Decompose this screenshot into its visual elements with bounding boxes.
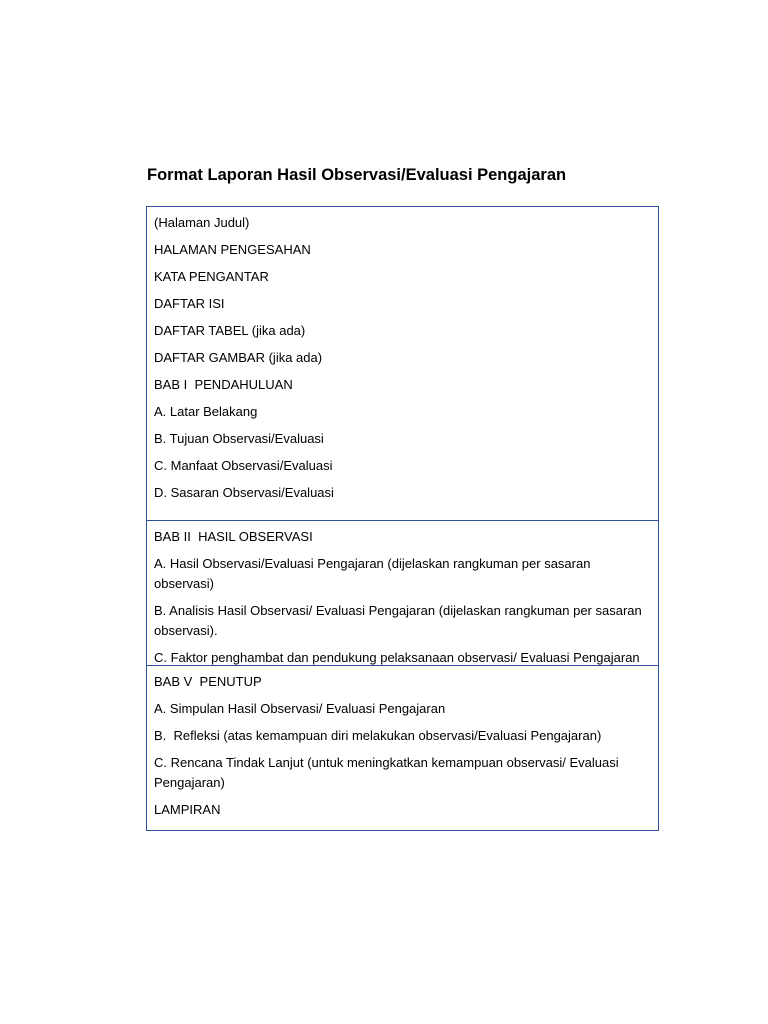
outline-item-background: A. Latar Belakang <box>154 404 258 419</box>
outline-item-list-of-figures: DAFTAR GAMBAR (jika ada) <box>154 350 323 365</box>
outline-item-analysis: B. Analisis Hasil Observasi/ Evaluasi Pengajaran (dijelaskan rangkuman per sasaran observasi). <box>154 603 646 638</box>
outline-section-front-matter <box>147 207 658 520</box>
outline-section-chapter-2 <box>147 520 658 665</box>
outline-item-chapter-2: BAB II HASIL OBSERVASI <box>154 529 313 544</box>
outline-item-follow-up-plan: C. Rencana Tindak Lanjut (untuk meningkatkan kemampuan observasi/ Evaluasi Pengajaran) <box>154 755 623 790</box>
outline-item-reflection: B. Refleksi (atas kemampuan diri melakukan observasi/Evaluasi Pengajaran) <box>154 728 602 743</box>
outline-item-chapter-closing: BAB V PENUTUP <box>154 674 262 689</box>
outline-item-title-page: (Halaman Judul) <box>154 215 250 230</box>
outline-item-preface: KATA PENGANTAR <box>154 269 269 284</box>
outline-item-factors: C. Faktor penghambat dan pendukung pelaksanaan observasi/ Evaluasi Pengajaran <box>154 650 640 665</box>
outline-item-table-of-contents: DAFTAR ISI <box>154 296 225 311</box>
outline-section-closing <box>147 665 658 830</box>
outline-item-list-of-tables: DAFTAR TABEL (jika ada) <box>154 323 306 338</box>
outline-item-chapter-1: BAB I PENDAHULUAN <box>154 377 293 392</box>
outline-item-benefits: C. Manfaat Observasi/Evaluasi <box>154 458 333 473</box>
page-title: Format Laporan Hasil Observasi/Evaluasi Pengajaran <box>147 166 567 184</box>
outline-item-conclusion: A. Simpulan Hasil Observasi/ Evaluasi Pengajaran <box>154 701 446 716</box>
report-outline-table <box>146 206 659 831</box>
outline-item-targets: D. Sasaran Observasi/Evaluasi <box>154 485 334 500</box>
outline-item-objectives: B. Tujuan Observasi/Evaluasi <box>154 431 324 446</box>
outline-item-appendix: LAMPIRAN <box>154 802 221 817</box>
outline-item-observation-results: A. Hasil Observasi/Evaluasi Pengajaran (dijelaskan rangkuman per sasaran observasi) <box>154 556 595 591</box>
outline-item-approval-page: HALAMAN PENGESAHAN <box>154 242 311 257</box>
